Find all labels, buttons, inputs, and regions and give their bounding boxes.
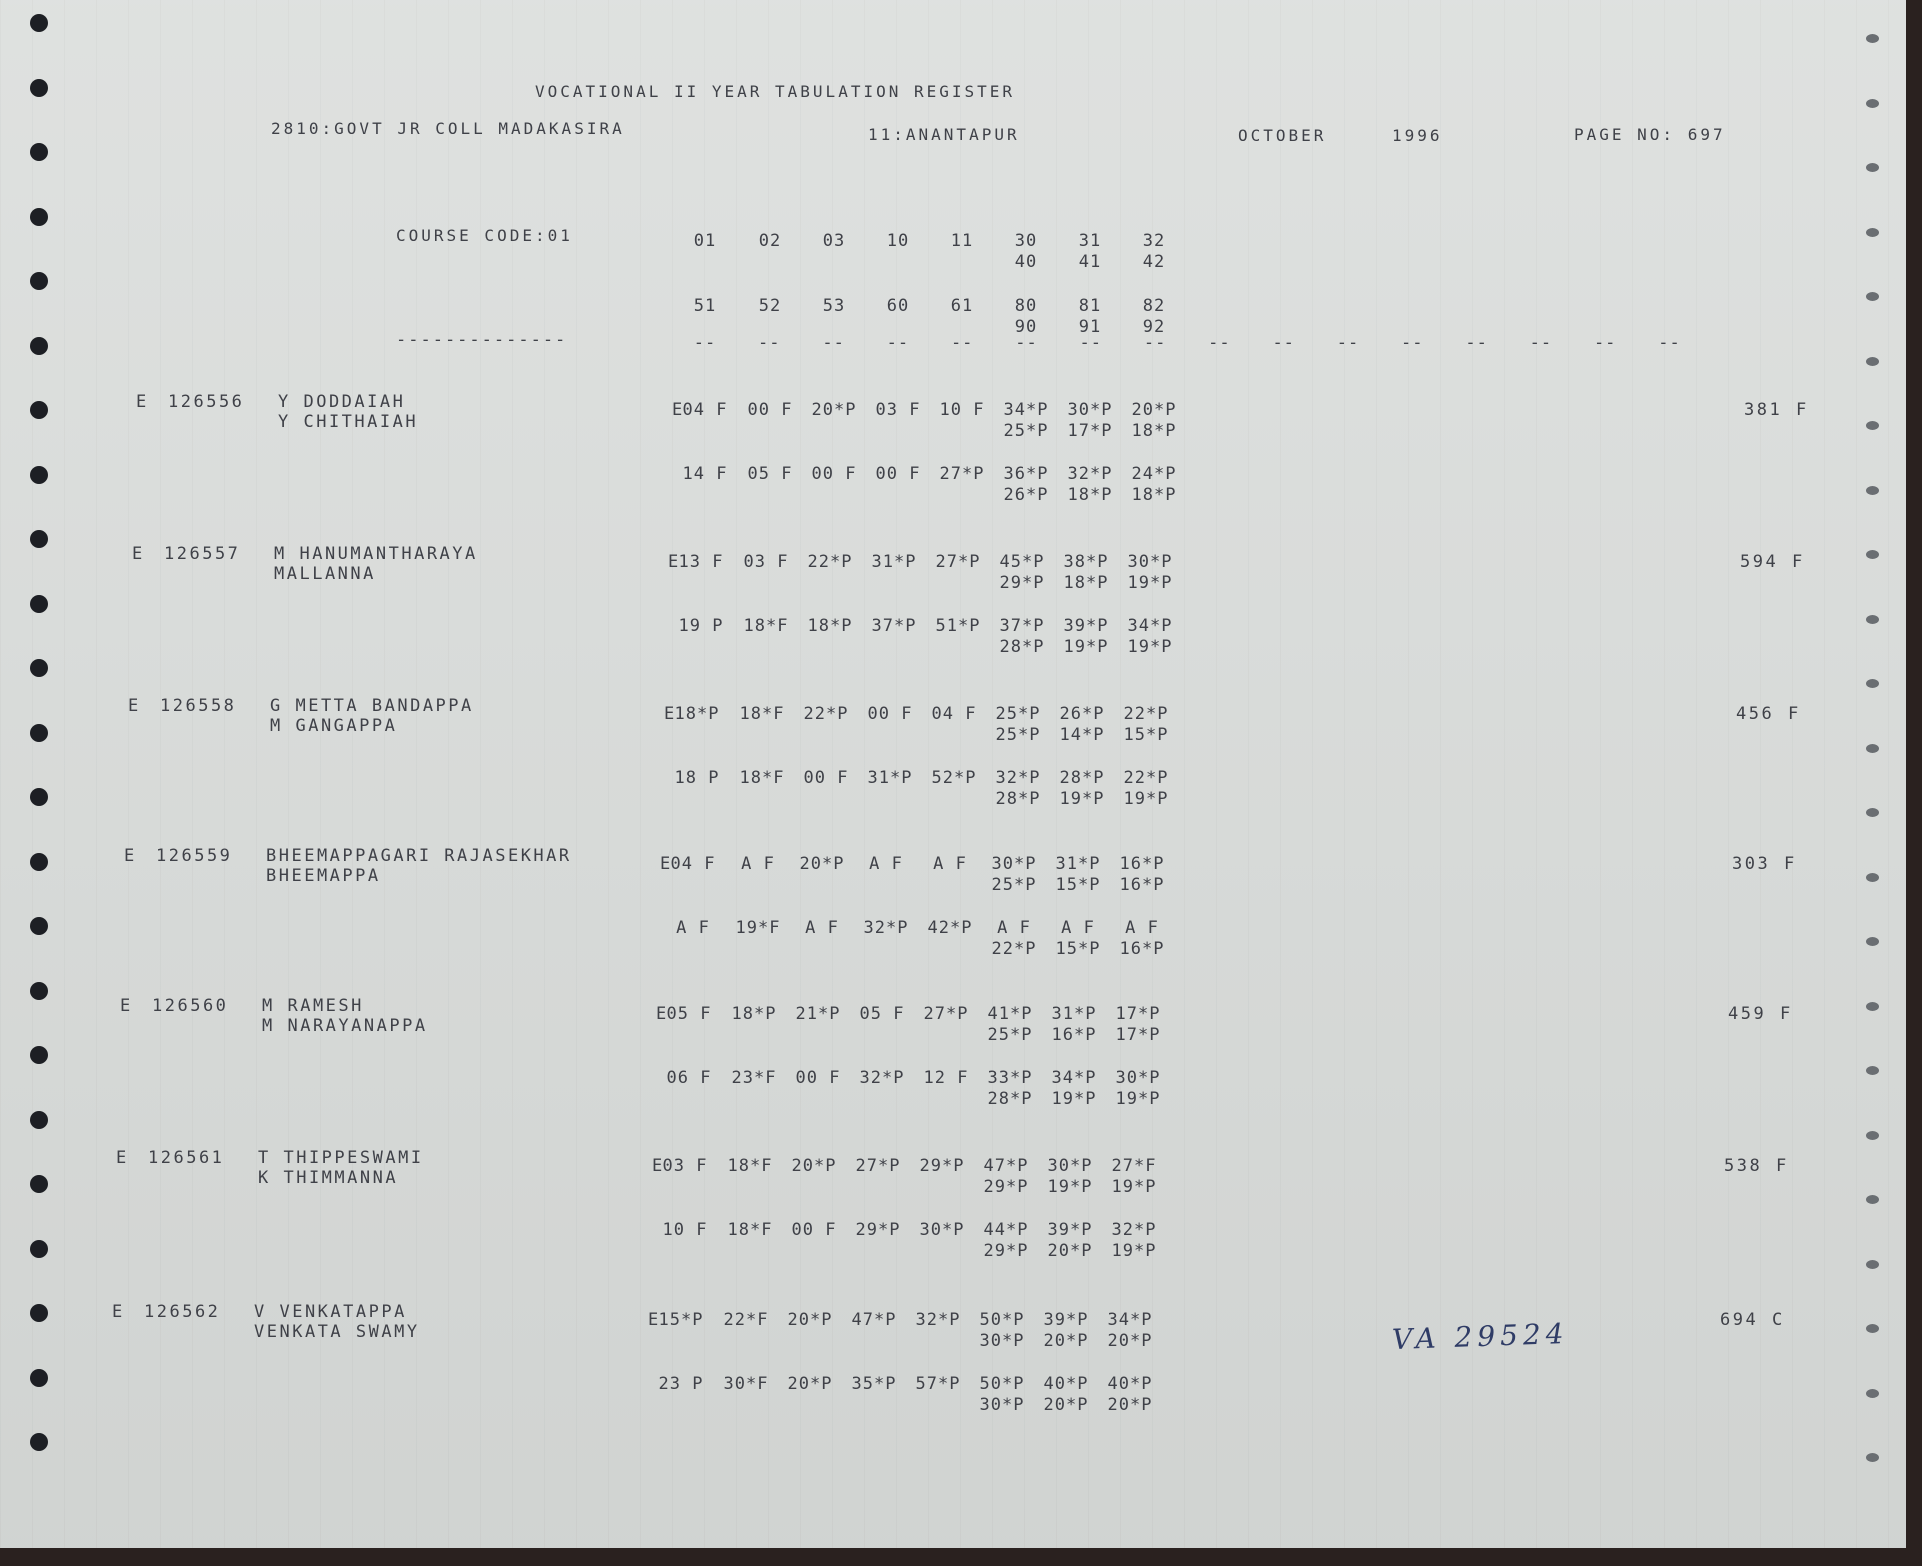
father-name: VENKATA SWAMY: [254, 1322, 420, 1342]
subject-mark: 25*P: [995, 704, 1041, 724]
column-dash: --: [822, 333, 845, 353]
column-dash: --: [950, 333, 974, 353]
subject-mark: 25*P: [987, 1025, 1033, 1045]
subject-code: 82: [1142, 296, 1166, 316]
column-dash: --: [1208, 333, 1231, 353]
subject-mark: 42*P: [927, 918, 973, 938]
exam-category: E: [124, 846, 137, 866]
subject-mark: 50*P: [979, 1310, 1025, 1330]
column-dash: --: [886, 333, 910, 353]
subject-mark: 37*P: [871, 616, 917, 636]
handwritten-annotation: VA 29524: [1391, 1316, 1570, 1357]
subject-mark: 27*P: [935, 552, 981, 572]
subject-mark: 22*P: [807, 552, 853, 572]
subject-mark: A F: [805, 918, 839, 938]
result-grade: F: [1776, 1156, 1789, 1176]
subject-code: 11: [950, 231, 974, 251]
subject-mark: 27*P: [855, 1156, 901, 1176]
feed-hole-icon: [1866, 357, 1879, 366]
subject-mark: 37*P: [999, 616, 1045, 636]
subject-mark: 16*P: [1119, 875, 1165, 895]
subject-mark: 25*P: [991, 875, 1037, 895]
subject-mark: 18*P: [1131, 421, 1177, 441]
column-dash: --: [1465, 333, 1488, 353]
subject-mark: 00 F: [875, 464, 921, 484]
subject-mark: 10 F: [939, 400, 985, 420]
exam-category: E: [116, 1148, 129, 1168]
result-grade: F: [1788, 704, 1801, 724]
subject-mark: 22*F: [723, 1310, 769, 1330]
subject-mark: 18*F: [739, 704, 785, 724]
total-marks: 694: [1720, 1310, 1759, 1330]
subject-mark: 45*P: [999, 552, 1045, 572]
subject-mark: 16*P: [1119, 854, 1165, 874]
exam-category: E: [112, 1302, 125, 1322]
subject-mark: 00 F: [791, 1220, 837, 1240]
column-dash: --: [1015, 333, 1038, 353]
subject-mark: 18*F: [727, 1220, 773, 1240]
subject-mark: 19*P: [1111, 1241, 1157, 1261]
subject-mark: 18 P: [674, 768, 720, 788]
subject-code: 91: [1078, 317, 1102, 337]
student-name: V VENKATAPPA: [254, 1302, 407, 1322]
marks-category: E: [672, 400, 685, 420]
subject-mark: 35*P: [851, 1374, 897, 1394]
subject-mark: 00 F: [803, 768, 849, 788]
total-marks: 381: [1744, 400, 1783, 420]
subject-code: 92: [1142, 317, 1166, 337]
subject-mark: 31*P: [867, 768, 913, 788]
subject-mark: 17*P: [1067, 421, 1113, 441]
subject-mark: 40*P: [1043, 1374, 1089, 1394]
father-name: M GANGAPPA: [270, 716, 398, 736]
subject-mark: A F: [676, 918, 710, 938]
subject-mark: 36*P: [1003, 464, 1049, 484]
feed-hole-icon: [1866, 228, 1879, 237]
subject-mark: 18*P: [1067, 485, 1113, 505]
subject-mark: 19*F: [735, 918, 781, 938]
subject-mark: 41*P: [987, 1004, 1033, 1024]
subject-mark: 19*P: [1063, 637, 1109, 657]
subject-mark: 30*P: [1047, 1156, 1093, 1176]
student-record: [0, 392, 1906, 542]
registration-number: 126560: [152, 996, 229, 1016]
student-record: [0, 544, 1902, 694]
subject-code: 51: [693, 296, 717, 316]
registration-number: 126562: [144, 1302, 221, 1322]
subject-mark: 30*P: [1127, 552, 1173, 572]
column-dash: --: [1593, 333, 1617, 353]
subject-mark: 20*P: [787, 1310, 833, 1330]
subject-mark: 33*P: [987, 1068, 1033, 1088]
subject-mark: 20*P: [799, 854, 845, 874]
column-dash: --: [1143, 333, 1167, 353]
subject-code: 30: [1014, 231, 1038, 251]
subject-mark: 26*P: [1059, 704, 1105, 724]
marks-category: E: [656, 1004, 669, 1024]
feed-hole-icon: [30, 208, 48, 226]
subject-mark: 24*P: [1131, 464, 1177, 484]
subject-mark: 16*P: [1119, 939, 1165, 959]
subject-mark: 20*P: [787, 1374, 833, 1394]
subject-mark: 06 F: [666, 1068, 712, 1088]
student-record: [0, 1302, 1882, 1452]
father-name: MALLANNA: [274, 564, 376, 584]
subject-mark: 15*P: [1055, 939, 1101, 959]
result-grade: F: [1780, 1004, 1793, 1024]
course-code: COURSE CODE:01: [396, 226, 573, 245]
subject-mark: 44*P: [983, 1220, 1029, 1240]
subject-mark: 52*P: [931, 768, 977, 788]
subject-mark: 15*P: [1055, 875, 1101, 895]
subject-mark: A F: [1125, 918, 1159, 938]
subject-mark: 32*P: [915, 1310, 961, 1330]
subject-mark: 18*P: [731, 1004, 777, 1024]
subject-code: 01: [693, 231, 717, 251]
exam-category: E: [136, 392, 149, 412]
subject-mark: 18*P: [1063, 573, 1109, 593]
subject-mark: 34*P: [1051, 1068, 1097, 1088]
father-name: M NARAYANAPPA: [262, 1016, 428, 1036]
feed-hole-icon: [30, 143, 48, 161]
registration-number: 126557: [164, 544, 241, 564]
subject-mark: 18*F: [739, 768, 785, 788]
subject-mark: 34*P: [1003, 400, 1049, 420]
subject-mark: A F: [1061, 918, 1095, 938]
subject-mark: 30*P: [979, 1331, 1025, 1351]
subject-mark: 30*P: [1067, 400, 1113, 420]
subject-mark: 20*P: [1107, 1395, 1153, 1415]
subject-mark: 34*P: [1107, 1310, 1153, 1330]
subject-mark: 22*P: [991, 939, 1037, 959]
subject-mark: 05 F: [666, 1004, 712, 1024]
subject-mark: 25*P: [1003, 421, 1049, 441]
exam-category: E: [128, 696, 141, 716]
subject-mark: 38*P: [1063, 552, 1109, 572]
subject-mark: 22*P: [1123, 768, 1169, 788]
subject-mark: 50*P: [979, 1374, 1025, 1394]
subject-mark: 29*P: [983, 1177, 1029, 1197]
result-grade: C: [1772, 1310, 1785, 1330]
subject-mark: 00 F: [747, 400, 793, 420]
student-record: [0, 996, 1890, 1146]
subject-mark: 30*P: [979, 1395, 1025, 1415]
subject-mark: 39*P: [1047, 1220, 1093, 1240]
total-marks: 456: [1736, 704, 1775, 724]
subject-mark: 18*P: [1131, 485, 1177, 505]
feed-hole-icon: [30, 79, 48, 97]
subject-mark: 04 F: [931, 704, 977, 724]
subject-mark: 18*F: [727, 1156, 773, 1176]
subject-code: 10: [886, 231, 910, 251]
total-marks: 538: [1724, 1156, 1763, 1176]
column-dash: --: [1336, 333, 1360, 353]
subject-mark: 30*P: [991, 854, 1037, 874]
registration-number: 126559: [156, 846, 233, 866]
student-name: G METTA BANDAPPA: [270, 696, 474, 716]
page-number: PAGE NO: 697: [1574, 125, 1726, 144]
student-name: M HANUMANTHARAYA: [274, 544, 478, 564]
subject-mark: 28*P: [999, 637, 1045, 657]
subject-mark: 00 F: [811, 464, 857, 484]
subject-mark: 18*P: [807, 616, 853, 636]
subject-mark: 19*P: [1111, 1177, 1157, 1197]
subject-mark: 13 F: [678, 552, 724, 572]
subject-mark: 31*P: [1051, 1004, 1097, 1024]
total-marks: 459: [1728, 1004, 1767, 1024]
subject-mark: 32*P: [863, 918, 909, 938]
subject-mark: 19*P: [1059, 789, 1105, 809]
column-dash: --: [1658, 333, 1681, 353]
feed-hole-icon: [1866, 99, 1879, 108]
exam-category: E: [132, 544, 145, 564]
student-name: Y DODDAIAH: [278, 392, 406, 412]
subject-mark: 22*P: [1123, 704, 1169, 724]
student-name: T THIPPESWAMI: [258, 1148, 424, 1168]
subject-mark: 19*P: [1127, 573, 1173, 593]
subject-mark: 12 F: [923, 1068, 969, 1088]
student-record: [0, 1148, 1886, 1298]
father-name: Y CHITHAIAH: [278, 412, 419, 432]
subject-mark: 04 F: [682, 400, 728, 420]
subject-mark: 03 F: [875, 400, 921, 420]
subject-code: 41: [1078, 252, 1102, 272]
subject-mark: 00 F: [795, 1068, 841, 1088]
subject-mark: 15*P: [658, 1310, 704, 1330]
subject-mark: 21*P: [795, 1004, 841, 1024]
subject-mark: 05 F: [859, 1004, 905, 1024]
column-dash: --: [758, 333, 781, 353]
subject-mark: 10 F: [662, 1220, 708, 1240]
subject-mark: 20*P: [1047, 1241, 1093, 1261]
subject-mark: 31*P: [1055, 854, 1101, 874]
subject-mark: 30*F: [723, 1374, 769, 1394]
result-grade: F: [1796, 400, 1809, 420]
exam-month: OCTOBER: [1238, 126, 1327, 145]
subject-mark: 03 F: [662, 1156, 708, 1176]
subject-mark: 05 F: [747, 464, 793, 484]
subject-mark: A F: [741, 854, 775, 874]
subject-mark: 28*P: [1059, 768, 1105, 788]
district-name: 11:ANANTAPUR: [868, 125, 1020, 144]
column-dash: --: [1079, 333, 1103, 353]
register-title: VOCATIONAL II YEAR TABULATION REGISTER: [535, 82, 1016, 101]
subject-mark: 14*P: [1059, 725, 1105, 745]
subject-mark: 39*P: [1043, 1310, 1089, 1330]
result-grade: F: [1784, 854, 1797, 874]
subject-mark: 47*P: [983, 1156, 1029, 1176]
subject-code: 31: [1078, 231, 1102, 251]
subject-mark: 23*F: [731, 1068, 777, 1088]
total-marks: 303: [1732, 854, 1771, 874]
subject-mark: 20*P: [811, 400, 857, 420]
subject-mark: 47*P: [851, 1310, 897, 1330]
student-name: M RAMESH: [262, 996, 364, 1016]
subject-mark: A F: [997, 918, 1031, 938]
subject-mark: 17*P: [1115, 1025, 1161, 1045]
subject-mark: 25*P: [995, 725, 1041, 745]
marks-category: E: [668, 552, 681, 572]
subject-mark: 22*P: [803, 704, 849, 724]
subject-code: 40: [1014, 252, 1038, 272]
registration-number: 126556: [168, 392, 245, 412]
subject-mark: 27*F: [1111, 1156, 1157, 1176]
subject-mark: 19*P: [1127, 637, 1173, 657]
subject-mark: 32*P: [1067, 464, 1113, 484]
column-dash: --: [1401, 333, 1424, 353]
subject-mark: 00 F: [867, 704, 913, 724]
subject-mark: 32*P: [1111, 1220, 1157, 1240]
subject-mark: 32*P: [859, 1068, 905, 1088]
subject-mark: 51*P: [935, 616, 981, 636]
subject-mark: 15*P: [1123, 725, 1169, 745]
subject-code: 90: [1014, 317, 1038, 337]
subject-mark: A F: [869, 854, 903, 874]
feed-hole-icon: [1866, 1453, 1879, 1462]
column-dash: --: [1529, 333, 1553, 353]
college-name: 2810:GOVT JR COLL MADAKASIRA: [271, 119, 625, 138]
marks-category: E: [664, 704, 677, 724]
subject-mark: 19*P: [1123, 789, 1169, 809]
feed-hole-icon: [1866, 34, 1879, 43]
subject-mark: 32*P: [995, 768, 1041, 788]
subject-code: 80: [1014, 296, 1038, 316]
subject-mark: 31*P: [871, 552, 917, 572]
feed-hole-icon: [1866, 163, 1879, 172]
subject-mark: 27*P: [939, 464, 985, 484]
subject-mark: 20*P: [1043, 1395, 1089, 1415]
feed-hole-icon: [30, 337, 48, 355]
exam-year: 1996: [1392, 126, 1443, 145]
subject-mark: 20*P: [791, 1156, 837, 1176]
subject-mark: 14 F: [682, 464, 728, 484]
subject-mark: 19 P: [678, 616, 724, 636]
feed-hole-icon: [1866, 292, 1879, 301]
subject-mark: A F: [933, 854, 967, 874]
subject-mark: 28*P: [995, 789, 1041, 809]
subject-code: 53: [822, 296, 846, 316]
subject-code: 42: [1142, 252, 1166, 272]
student-name: BHEEMAPPAGARI RAJASEKHAR: [266, 846, 572, 866]
subject-mark: 29*P: [919, 1156, 965, 1176]
marks-category: E: [660, 854, 673, 874]
subject-mark: 20*P: [1131, 400, 1177, 420]
student-record: [0, 696, 1898, 846]
subject-mark: 26*P: [1003, 485, 1049, 505]
subject-mark: 04 F: [670, 854, 716, 874]
subject-mark: 40*P: [1107, 1374, 1153, 1394]
registration-number: 126558: [160, 696, 237, 716]
subject-mark: 20*P: [1043, 1331, 1089, 1351]
father-name: BHEEMAPPA: [266, 866, 381, 886]
column-dash: --: [1272, 333, 1295, 353]
subject-mark: 03 F: [743, 552, 789, 572]
marks-category: E: [652, 1156, 665, 1176]
student-record: [0, 846, 1894, 996]
subject-mark: 29*P: [855, 1220, 901, 1240]
feed-hole-icon: [30, 272, 48, 290]
subject-mark: 30*P: [1115, 1068, 1161, 1088]
father-name: K THIMMANNA: [258, 1168, 399, 1188]
column-dash: --: [693, 333, 717, 353]
subject-mark: 39*P: [1063, 616, 1109, 636]
subject-mark: 29*P: [999, 573, 1045, 593]
subject-code: 03: [822, 231, 846, 251]
subject-code: 61: [950, 296, 974, 316]
subject-mark: 16*P: [1051, 1025, 1097, 1045]
registration-number: 126561: [148, 1148, 225, 1168]
subject-mark: 27*P: [923, 1004, 969, 1024]
feed-hole-icon: [30, 14, 48, 32]
subject-mark: 19*P: [1115, 1089, 1161, 1109]
subject-mark: 30*P: [919, 1220, 965, 1240]
subject-mark: 57*P: [915, 1374, 961, 1394]
subject-mark: 17*P: [1115, 1004, 1161, 1024]
result-grade: F: [1792, 552, 1805, 572]
subject-code: 02: [758, 231, 782, 251]
marks-category: E: [648, 1310, 661, 1330]
exam-category: E: [120, 996, 133, 1016]
subject-mark: 19*P: [1047, 1177, 1093, 1197]
subject-mark: 18*F: [743, 616, 789, 636]
total-marks: 594: [1740, 552, 1779, 572]
subject-code: 32: [1142, 231, 1166, 251]
course-code-underline: --------------: [396, 330, 568, 350]
subject-mark: 18*P: [674, 704, 720, 724]
subject-mark: 34*P: [1127, 616, 1173, 636]
subject-mark: 28*P: [987, 1089, 1033, 1109]
subject-code: 81: [1078, 296, 1102, 316]
subject-mark: 19*P: [1051, 1089, 1097, 1109]
subject-mark: 29*P: [983, 1241, 1029, 1261]
subject-mark: 23 P: [658, 1374, 704, 1394]
subject-code: 52: [758, 296, 782, 316]
subject-mark: 20*P: [1107, 1331, 1153, 1351]
subject-code: 60: [886, 296, 910, 316]
